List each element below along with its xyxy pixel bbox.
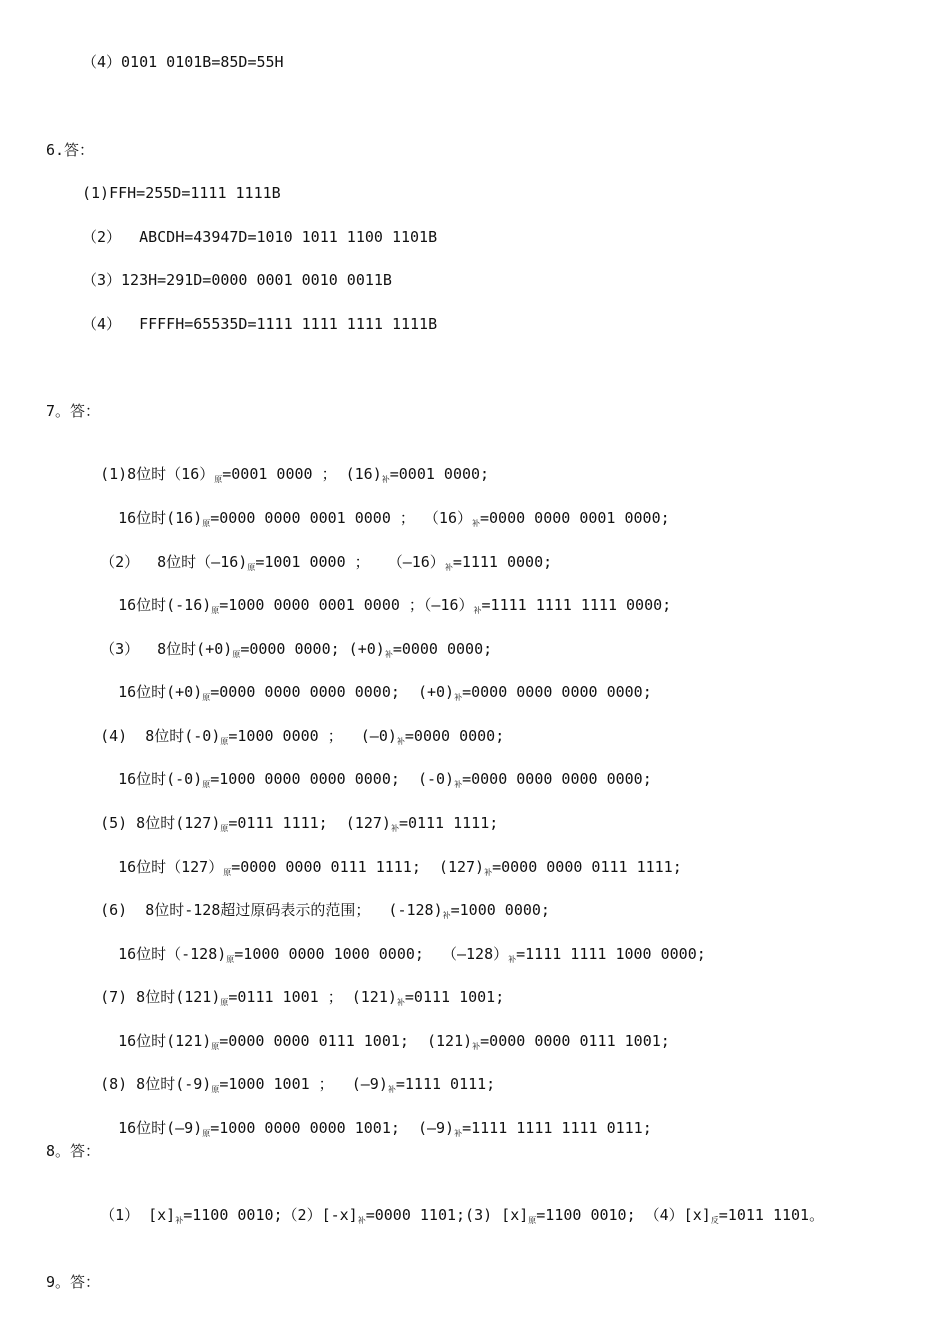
line-6-4-prev: （4）0101 0101B=85D=55H — [82, 53, 284, 71]
answer-7-1-8bit: (1)8位时$(16)_原=0001$ 0000 ； $(16)_补=0001$ 0000; — [100, 465, 490, 484]
answer-7-8-8bit: (8) 8位时$(-9)_原=1000$ 1001 ； $(—9)_补=1111$ 0111; — [100, 1075, 496, 1094]
heading-9: 9。答： — [46, 1273, 101, 1291]
answer-7-4-16bit: 16位时$(-0)_原=1000$ 0000 0000 0000; $(-0)_补=0000$ 0000 0000 0000; — [118, 770, 652, 789]
answer-7-8-16bit: 16位时$(—9)_原=1000$ 0000 0000 1001; $(—9)_补=1111$ 1111 1111 0111; — [118, 1119, 652, 1138]
answer-7-5-16bit: 16位时$(127)_原=0000$ 0000 0111 1111; $(127)_补=0000$ 0000 0111 1111; — [118, 858, 682, 877]
heading-8: 8。答： — [46, 1142, 101, 1160]
answer-7-3-8bit: （3） 8位时$(+0)_原=0000$ 0000; $(+0)_补=0000$ 0000; — [100, 640, 493, 659]
answer-7-2-8bit: （2） 8位时$(—16)_原=1001$ 0000 ； $(—16)_补=1111$ 0000; — [100, 553, 553, 572]
answer-8: （1） $[x]_补=1100$ $0010;(2)[-x]_补=0000$ 1101;(3) $[x]_原=1100$ 0010; $(4)[x]_反=1011$ 1101。 — [100, 1206, 825, 1225]
answer-6-3: （3）123H=291D=0000 0001 0010 0011B — [82, 271, 392, 289]
answer-7-6-16bit: 16位时$(-128)_原=1000$ 0000 1000 0000; $(—128)_补=1111$ 1111 1000 0000; — [118, 945, 706, 964]
answer-6-2: （2） ABCDH=43947D=1010 1011 1100 1101B — [82, 228, 438, 246]
answer-6-4: （4） FFFFH=65535D=1111 1111 1111 1111B — [82, 315, 438, 333]
answer-6-1: (1)FFH=255D=1111 1111B — [82, 184, 281, 202]
answer-7-6-8bit: (6) 8位时-128超过原码表示的范围； $(-128)_补=1000$ 0000; — [100, 901, 550, 920]
answer-7-5-8bit: (5) 8位时$(127)_原=0111$ 1111; $(127)_补=0111$ 1111; — [100, 814, 499, 833]
answer-7-7-8bit: (7) 8位时$(121)_原=0111$ 1001 ； $(121)_补=0111$ 1001; — [100, 988, 505, 1007]
answer-7-3-16bit: 16位时$(+0)_原=0000$ 0000 0000 0000; $(+0)_补=0000$ 0000 0000 0000; — [118, 683, 652, 702]
heading-6: 6.答： — [46, 141, 95, 159]
answer-7-2-16bit: 16位时$(-16)_原=1000$ 0000 0001 0000 ；$(—16)_补=1111$ 1111 1111 0000; — [118, 596, 672, 615]
answer-7-4-8bit: (4) 8位时$(-0)_原=1000$ 0000 ； $(—0)_补=0000$ 0000; — [100, 727, 505, 746]
heading-7: 7。答： — [46, 402, 101, 420]
answer-7-7-16bit: 16位时$(121)_原=0000$ 0000 0111 1001; $(121)_补=0000$ 0000 0111 1001; — [118, 1032, 670, 1051]
answer-7-1-16bit: 16位时$(16)_原=0000$ 0000 0001 0000 ； $(16)_补=0000$ 0000 0001 0000; — [118, 509, 670, 528]
